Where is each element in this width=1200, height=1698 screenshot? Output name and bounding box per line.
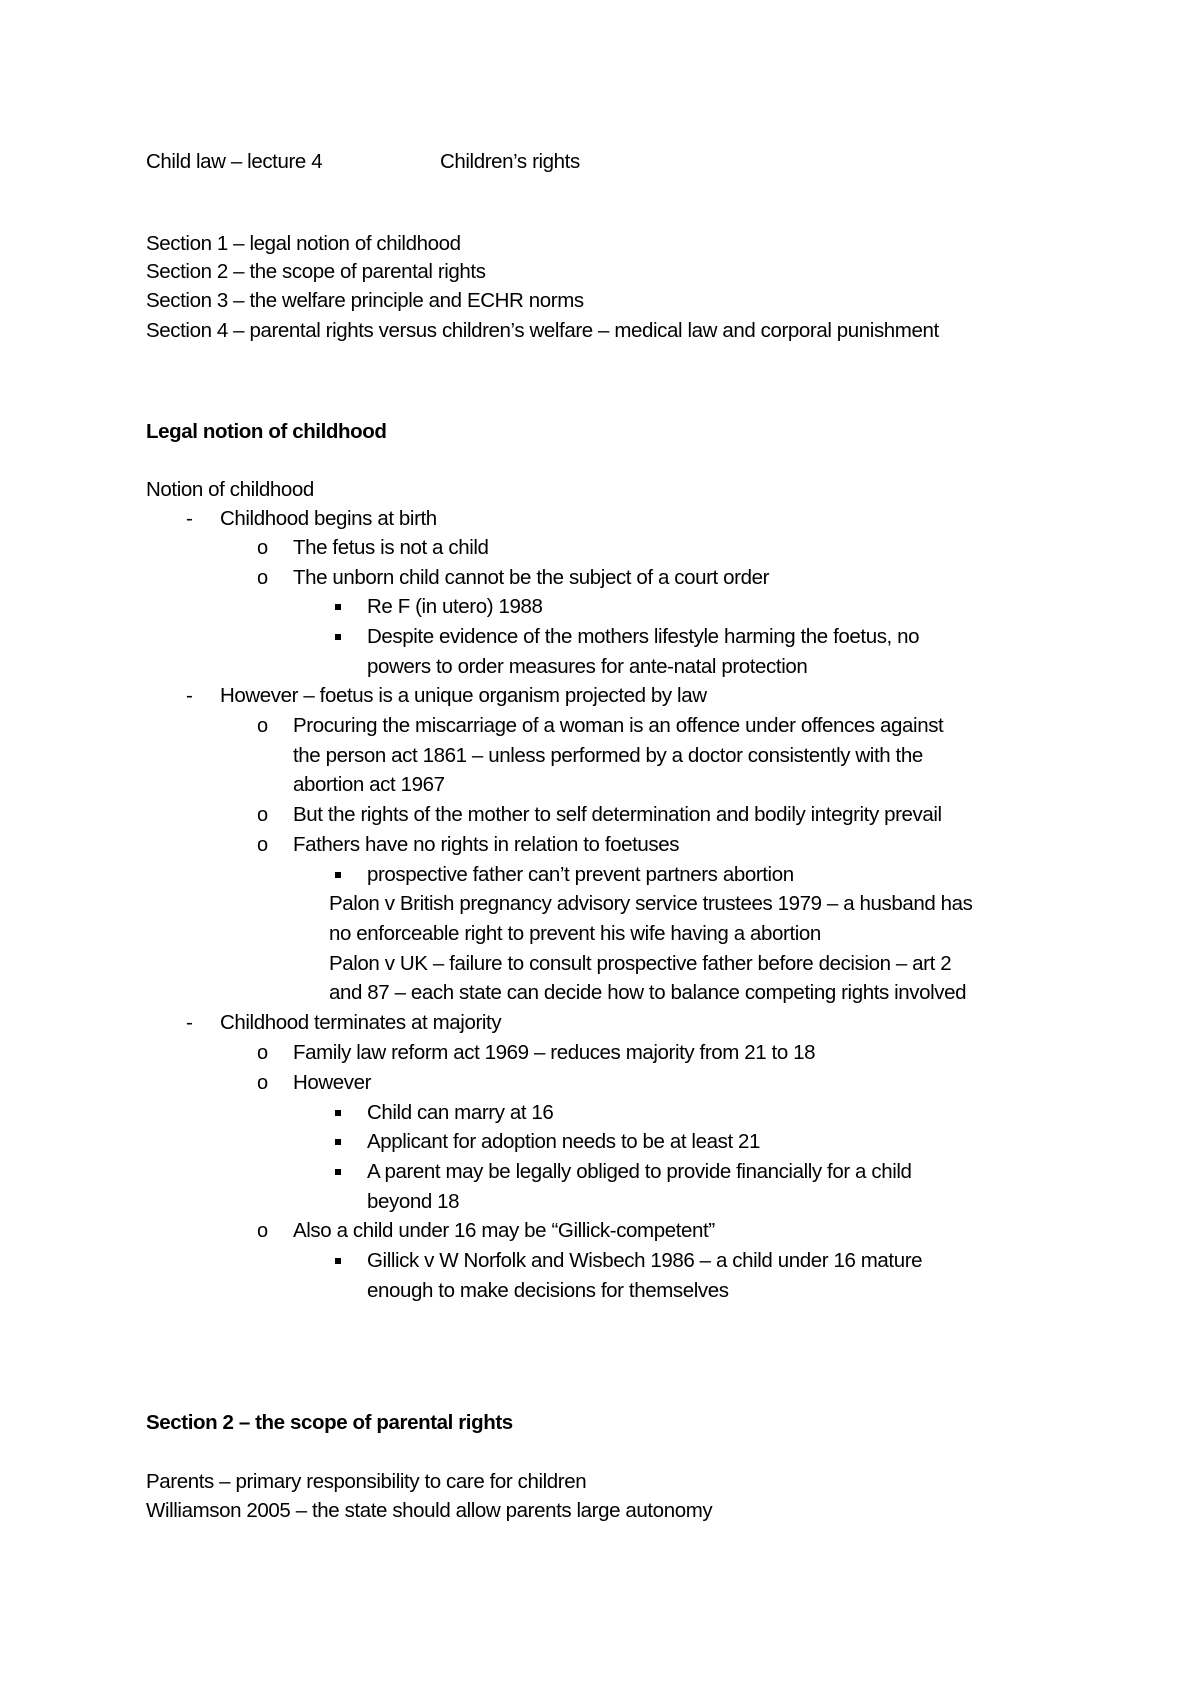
paragraph: Williamson 2005 – the state should allow parents large autonomy [146, 1499, 713, 1522]
case-note: no enforceable right to prevent his wife having a abortion [329, 922, 821, 945]
list-item: Also a child under 16 may be “Gillick-competent” [293, 1219, 715, 1242]
circle-bullet: o [257, 1220, 268, 1242]
section-list-item: Section 4 – parental rights versus children’s welfare – medical law and corporal punishment [146, 319, 939, 342]
list-item: prospective father can’t prevent partners abortion [367, 863, 794, 886]
list-item-continuation: powers to order measures for ante-natal protection [367, 655, 808, 678]
document-title: Child law – lecture 4 [146, 150, 323, 173]
dash-bullet: - [186, 507, 193, 530]
square-bullet-icon [335, 1099, 341, 1127]
section-heading: Legal notion of childhood [146, 420, 387, 443]
list-item: Child can marry at 16 [367, 1101, 554, 1124]
section-list-item: Section 2 – the scope of parental rights [146, 260, 486, 283]
list-item: The unborn child cannot be the subject of a court order [293, 566, 770, 589]
list-item: Applicant for adoption needs to be at least 21 [367, 1130, 761, 1153]
document-subtitle: Children’s rights [440, 150, 580, 173]
circle-bullet: o [257, 1072, 268, 1094]
square-bullet-icon [335, 623, 341, 651]
list-item: Gillick v W Norfolk and Wisbech 1986 – a child under 16 mature [367, 1249, 923, 1272]
circle-bullet: o [257, 715, 268, 737]
section-list-item: Section 3 – the welfare principle and ECHR norms [146, 289, 584, 312]
list-item: Childhood begins at birth [220, 507, 437, 530]
list-item: Childhood terminates at majority [220, 1011, 502, 1034]
section-heading: Section 2 – the scope of parental rights [146, 1411, 513, 1434]
list-item: A parent may be legally obliged to provide financially for a child [367, 1160, 912, 1183]
list-item-continuation: beyond 18 [367, 1190, 460, 1213]
square-bullet-icon [335, 593, 341, 621]
circle-bullet: o [257, 537, 268, 559]
case-note: Palon v British pregnancy advisory service trustees 1979 – a husband has [329, 892, 973, 915]
case-note: and 87 – each state can decide how to balance competing rights involved [329, 981, 967, 1004]
list-item: However – foetus is a unique organism projected by law [220, 684, 707, 707]
list-item: Procuring the miscarriage of a woman is an offence under offences against [293, 714, 944, 737]
list-item: However [293, 1071, 372, 1094]
circle-bullet: o [257, 1042, 268, 1064]
square-bullet-icon [335, 861, 341, 889]
paragraph: Parents – primary responsibility to care for children [146, 1470, 587, 1493]
square-bullet-icon [335, 1128, 341, 1156]
list-item: Fathers have no rights in relation to foetuses [293, 833, 680, 856]
dash-bullet: - [186, 1011, 193, 1034]
list-item-continuation: abortion act 1967 [293, 773, 445, 796]
list-item-continuation: the person act 1861 – unless performed by a doctor consistently with the [293, 744, 923, 767]
square-bullet-icon [335, 1247, 341, 1275]
dash-bullet: - [186, 684, 193, 707]
list-item: Family law reform act 1969 – reduces majority from 21 to 18 [293, 1041, 816, 1064]
circle-bullet: o [257, 567, 268, 589]
list-item: Re F (in utero) 1988 [367, 595, 543, 618]
list-item: But the rights of the mother to self determination and bodily integrity prevail [293, 803, 942, 826]
circle-bullet: o [257, 804, 268, 826]
list-item-continuation: enough to make decisions for themselves [367, 1279, 729, 1302]
circle-bullet: o [257, 834, 268, 856]
list-item: Despite evidence of the mothers lifestyle harming the foetus, no [367, 625, 920, 648]
paragraph: Notion of childhood [146, 478, 314, 501]
section-list-item: Section 1 – legal notion of childhood [146, 232, 461, 255]
square-bullet-icon [335, 1158, 341, 1186]
list-item: The fetus is not a child [293, 536, 489, 559]
case-note: Palon v UK – failure to consult prospective father before decision – art 2 [329, 952, 952, 975]
